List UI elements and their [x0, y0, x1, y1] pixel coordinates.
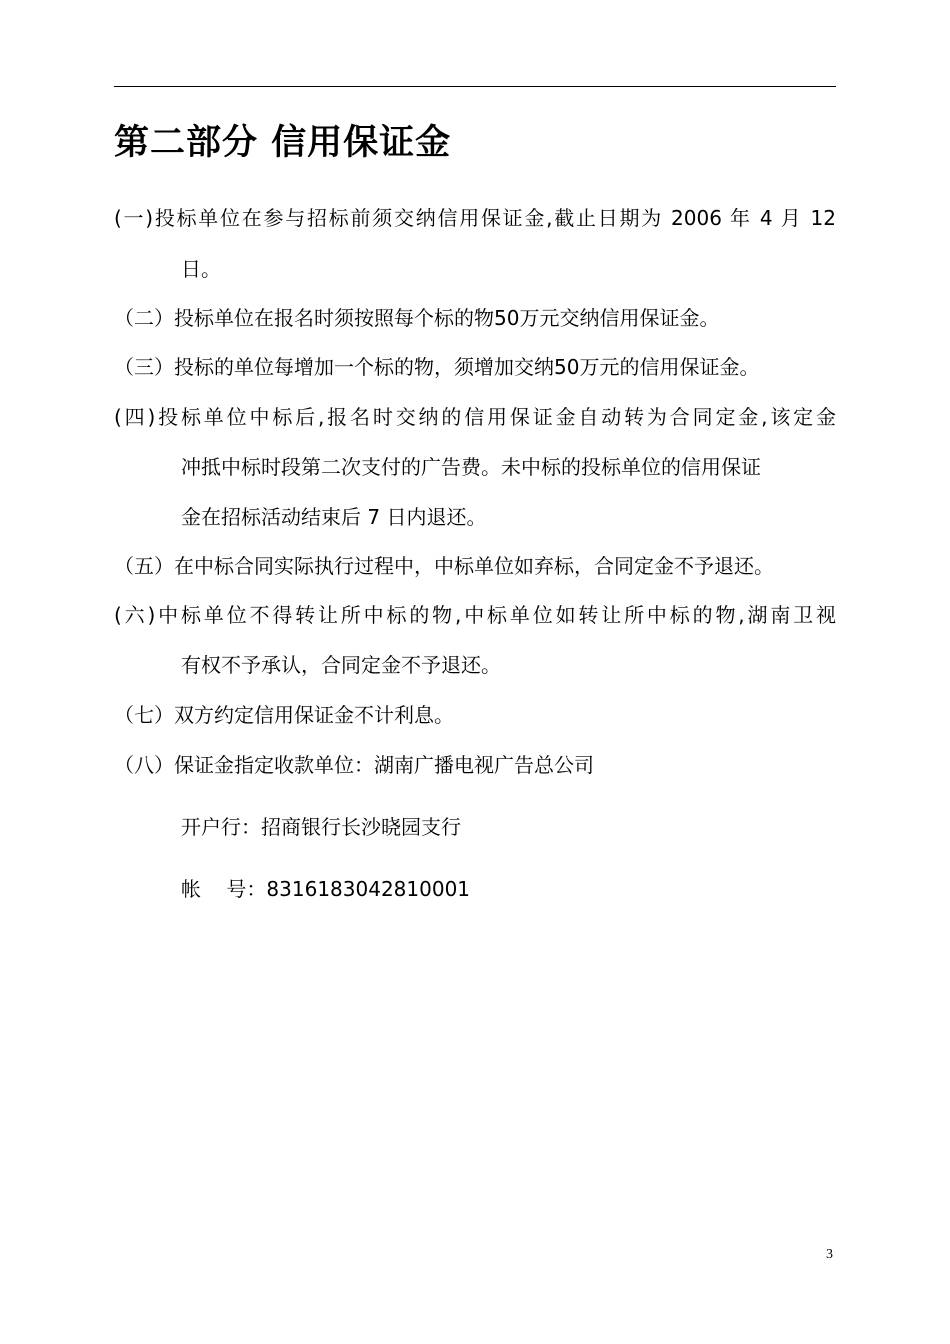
clause-6-line-1: (六)中标单位不得转让所中标的物,中标单位如转让所中标的物,湖南卫视 — [114, 603, 836, 627]
clause-5: （五）在中标合同实际执行过程中，中标单位如弃标，合同定金不予退还。 — [114, 554, 774, 578]
page-number: 3 — [826, 1247, 833, 1262]
clause-7: （七）双方约定信用保证金不计利息。 — [114, 703, 454, 727]
clause-4-line-2: 冲抵中标时段第二次支付的广告费。未中标的投标单位的信用保证 — [181, 455, 761, 479]
clause-2: （二）投标单位在报名时须按照每个标的物50万元交纳信用保证金。 — [114, 306, 720, 330]
clause-3: （三）投标的单位每增加一个标的物，须增加交纳50万元的信用保证金。 — [114, 355, 760, 379]
account-number: 帐 号：8316183042810001 — [181, 877, 471, 901]
clause-6-line-2: 有权不予承认，合同定金不予退还。 — [181, 653, 501, 677]
clause-1-line-2: 日。 — [181, 257, 221, 281]
clause-4-line-3: 金在招标活动结束后 7 日内退还。 — [181, 505, 487, 529]
clause-4-line-1: (四)投标单位中标后,报名时交纳的信用保证金自动转为合同定金,该定金 — [114, 405, 836, 429]
bank-name: 开户行：招商银行长沙晓园支行 — [181, 815, 461, 839]
header-rule — [114, 86, 836, 87]
section-title: 第二部分 信用保证金 — [114, 123, 452, 163]
clause-1-line-1: (一)投标单位在参与招标前须交纳信用保证金,截止日期为 2006 年 4 月 12 — [114, 206, 836, 230]
clause-8: （八）保证金指定收款单位：湖南广播电视广告总公司 — [114, 753, 594, 777]
